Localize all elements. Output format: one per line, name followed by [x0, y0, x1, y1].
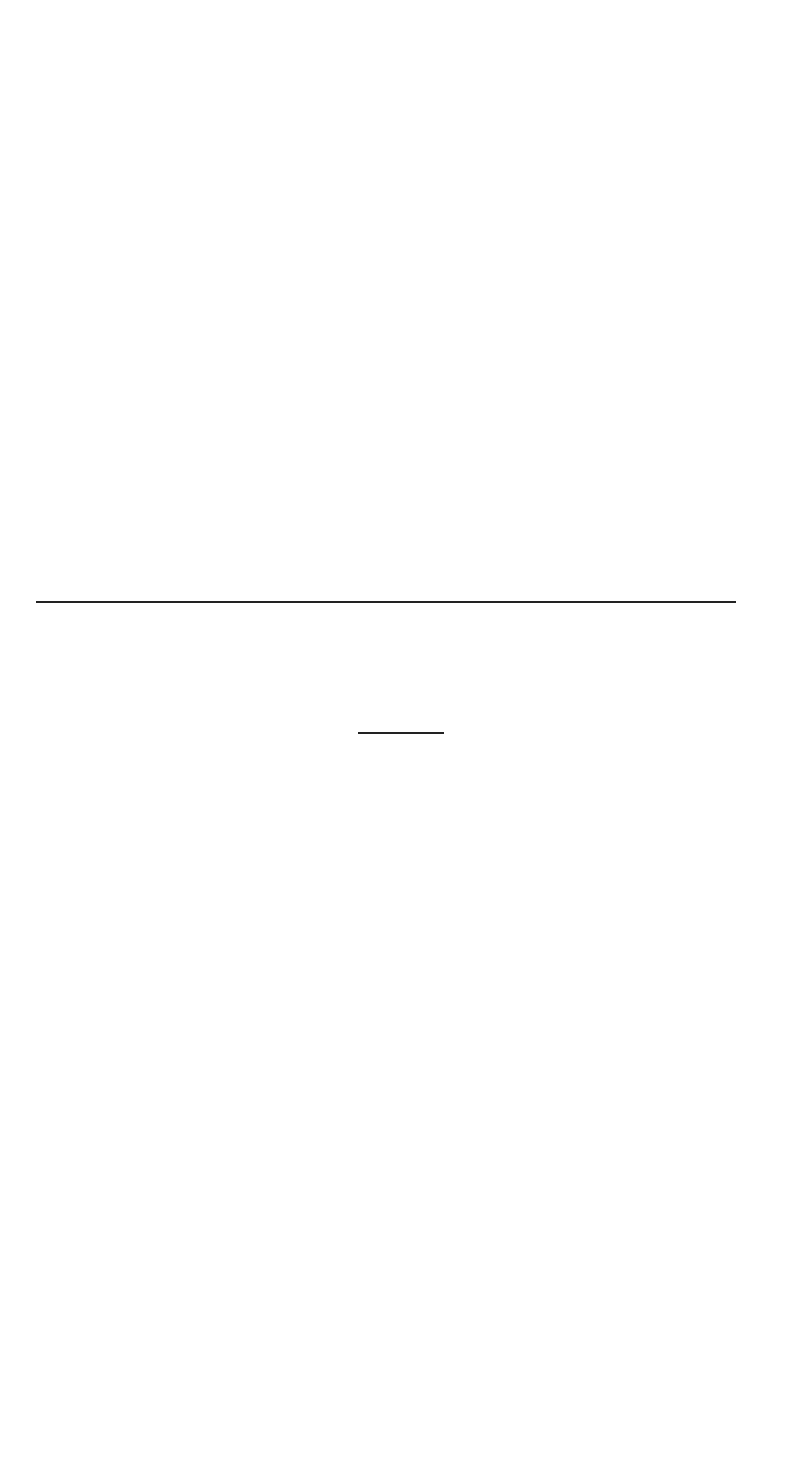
title-underline [358, 732, 444, 734]
section-divider [36, 601, 736, 603]
running-head [34, 62, 740, 86]
